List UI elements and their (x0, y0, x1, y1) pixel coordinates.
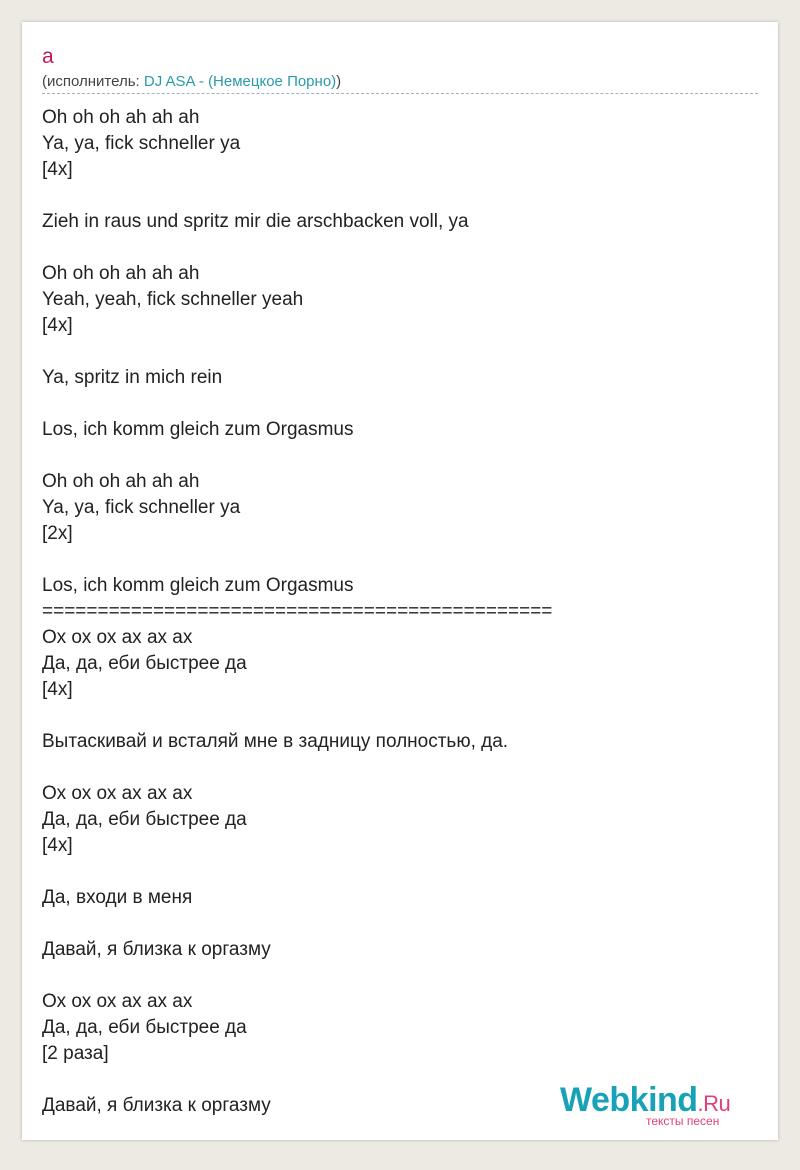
lyric-line (42, 391, 758, 417)
logo-subtitle: тексты песен (646, 1114, 720, 1128)
lyric-line: Ya, ya, fick schneller ya (42, 497, 241, 518)
lyric-line: Oh oh oh ah ah ah (42, 263, 200, 284)
lyric-line: Yeah, yeah, fick schneller yeah (42, 289, 304, 310)
lyric-line (42, 443, 758, 469)
lyric-line: Los, ich komm gleich zum Orgasmus (42, 575, 354, 596)
lyric-line (42, 911, 758, 937)
lyric-line (42, 703, 758, 729)
artist-link[interactable]: DJ ASA - (Немецкое Порно) (143, 73, 337, 90)
logo-tld: .Ru (697, 1091, 731, 1116)
lyric-line: [2 раза] (42, 1043, 109, 1064)
lyric-line: [4x] (42, 679, 73, 700)
lyric-line (42, 339, 758, 365)
lyric-line: Zieh in raus und spritz mir die arschbacken voll, ya (42, 211, 469, 232)
lyric-line: Да, да, еби быстрее да (42, 653, 247, 674)
lyric-line (42, 859, 758, 885)
lyric-line: ============================================== (42, 601, 553, 622)
song-title: а (42, 45, 54, 68)
lyric-line: Oh oh oh ah ah ah (42, 471, 200, 492)
lyric-line: Ya, spritz in mich rein (42, 367, 223, 388)
lyric-line: Да, входи в меня (42, 887, 193, 908)
lyrics-card (22, 22, 778, 1140)
lyric-line: [4x] (42, 835, 73, 856)
lyric-line (42, 755, 758, 781)
lyric-line: Ох ох ох ах ах ах (42, 627, 193, 648)
lyric-line: Да, да, еби быстрее да (42, 809, 247, 830)
lyric-line: Ох ох ох ах ах ах (42, 783, 193, 804)
lyric-line: Да, да, еби быстрее да (42, 1017, 247, 1038)
lyric-line: Ya, ya, fick schneller ya (42, 133, 241, 154)
artist-suffix: ) (336, 73, 342, 90)
webkind-logo[interactable] (560, 1080, 760, 1130)
lyric-line: Давай, я близка к оргазму (42, 939, 271, 960)
lyric-line (42, 547, 758, 573)
lyric-line: [4x] (42, 315, 73, 336)
lyric-line (42, 183, 758, 209)
lyrics-text (42, 105, 758, 1119)
lyric-line: [4x] (42, 159, 73, 180)
lyric-line (42, 235, 758, 261)
lyric-line: Вытаскивай и всталяй мне в задницу полностью, да. (42, 731, 509, 752)
logo-main-text: Webkind (560, 1081, 698, 1119)
lyric-line: [2x] (42, 523, 73, 544)
lyric-line: Ох ох ох ах ах ах (42, 991, 193, 1012)
lyric-line: Los, ich komm gleich zum Orgasmus (42, 419, 354, 440)
artist-prefix: (исполнитель: (42, 73, 144, 90)
artist-line (42, 73, 758, 94)
lyric-line (42, 963, 758, 989)
lyric-line: Давай, я близка к оргазму (42, 1095, 271, 1116)
lyric-line: Oh oh oh ah ah ah (42, 107, 200, 128)
